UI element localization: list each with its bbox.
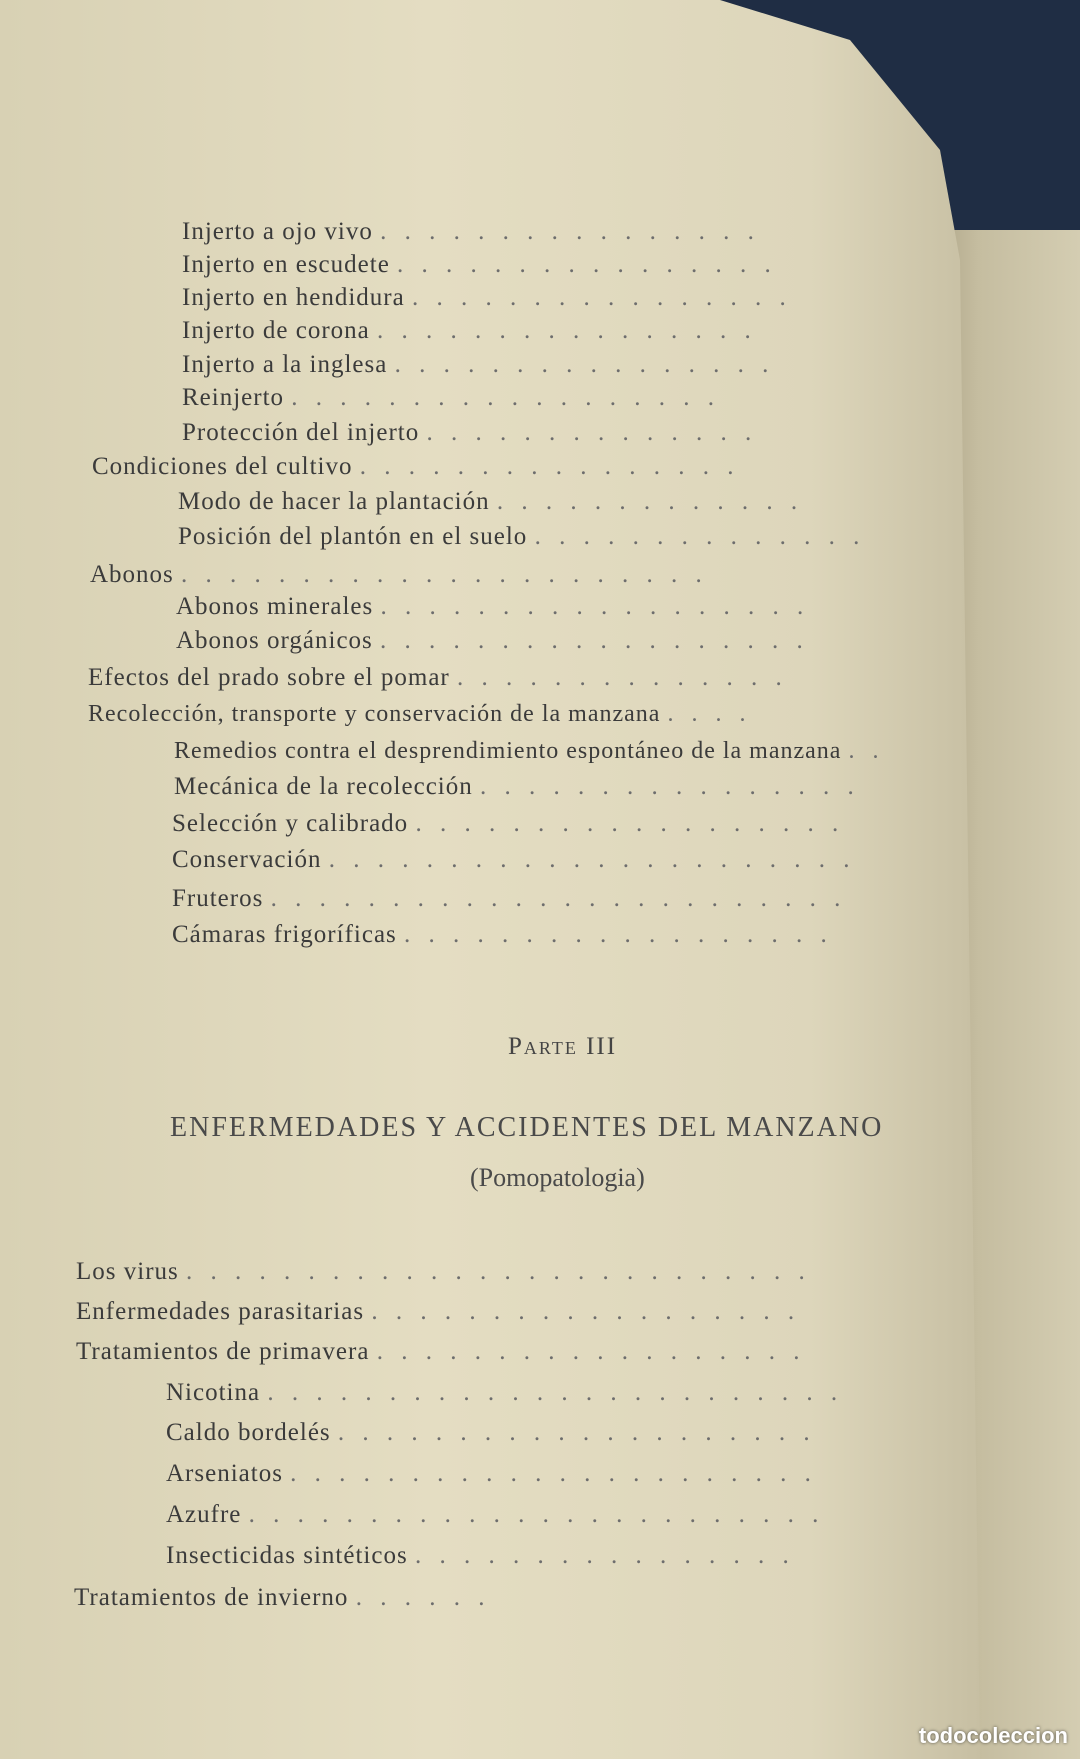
toc-entry-label: Injerto en hendidura	[182, 284, 405, 311]
dot-leader: . . . . . . . . . . . . . . . .	[397, 251, 777, 278]
part-heading: Parte III	[508, 1033, 618, 1060]
dot-leader: . . . . . . . . . . . . . . . . . . . . . . . . . .	[186, 1258, 811, 1285]
dot-leader: . . . . . . . . . . . . . . . . . . . . . . . .	[267, 1379, 844, 1406]
dot-leader: . . . . . . . . . . . . . . . . . .	[404, 921, 833, 948]
toc-entry	[182, 351, 774, 379]
toc-entry-label: Selección y calibrado	[172, 810, 409, 837]
toc-entry	[166, 1419, 816, 1447]
watermark-logo: todocoleccion	[918, 1723, 1068, 1748]
toc-entry-label: Modo de hacer la plantación	[178, 488, 490, 515]
dot-leader: . . . . . .	[355, 1584, 491, 1611]
toc-entry-label: Reinjerto	[182, 384, 285, 411]
dot-leader: . . . . . . . . . . . . . . . .	[359, 453, 740, 480]
dot-leader: . . . . . . . . . . . . . . . .	[380, 218, 760, 245]
toc-entry-label: Injerto a la inglesa	[182, 351, 388, 378]
toc-entry	[182, 218, 760, 246]
toc-entry	[172, 885, 846, 913]
toc-entry-label: Fruteros	[172, 885, 264, 912]
toc-entry	[182, 419, 757, 447]
toc-entry-label: Abonos minerales	[176, 593, 374, 620]
toc-entry-label: Injerto de corona	[182, 317, 370, 344]
toc-entry	[178, 523, 865, 551]
toc-entry	[182, 251, 777, 279]
toc-entry-label: Enfermedades parasitarias	[76, 1298, 365, 1325]
toc-entry	[176, 593, 809, 621]
toc-entry	[166, 1460, 817, 1488]
dot-leader: . . . . . . . . . . . . . .	[457, 664, 788, 691]
dot-leader: . . . . . . . . . . . . .	[496, 488, 804, 515]
toc-entry	[76, 1338, 805, 1366]
toc-entry-label: Posición del plantón en el suelo	[178, 523, 528, 550]
dot-leader: . . . . . . . . . . . . . . . . . .	[380, 593, 810, 620]
dot-leader: . . . . . . . . . . . . . . . . . .	[371, 1298, 801, 1325]
toc-entry-label: Conservación	[172, 846, 322, 873]
toc-entry	[182, 384, 720, 412]
toc-entry-label: Efectos del prado sobre el pomar	[88, 664, 450, 691]
toc-entry	[174, 738, 884, 765]
toc-entry	[172, 921, 833, 949]
dot-leader: . . . . . . . . . . . . . . . . . . . . . .	[328, 846, 856, 873]
toc-entry-label: Remedios contra el desprendimiento espontáneo de la manzana	[174, 738, 842, 764]
dot-leader: . . . . . . . . . . . . . . . .	[377, 317, 757, 344]
dot-leader: . . . . . . . . . . . . . . . . . . . . . .	[181, 561, 708, 588]
dot-leader: . . . . . . . . . . . . . .	[534, 523, 866, 550]
dot-leader: . . . . . . . . . . . . . . . .	[414, 1542, 795, 1569]
toc-entry-label: Mecánica de la recolección	[174, 773, 473, 800]
toc-entry	[92, 453, 739, 481]
toc-entry	[88, 701, 751, 728]
dot-leader: . . . . . . . . . . . . . . . .	[411, 284, 792, 311]
toc-entry-label: Recolección, transporte y conservación de la manzana	[88, 701, 661, 727]
toc-entry-label: Injerto a ojo vivo	[182, 218, 373, 245]
toc-entry-label: Tratamientos de primavera	[76, 1338, 370, 1365]
toc-entry	[182, 317, 757, 345]
dot-leader: . . . . . . . . . . . . . .	[426, 419, 758, 446]
toc-entry-label: Los virus	[76, 1258, 179, 1285]
toc-entry-label: Insecticidas sintéticos	[166, 1542, 408, 1569]
toc-entry	[90, 561, 708, 589]
toc-entry-label: Tratamientos de invierno	[74, 1584, 349, 1611]
toc-entry-label: Nicotina	[166, 1379, 261, 1406]
toc-entry-label: Cámaras frigoríficas	[172, 921, 397, 948]
toc-entry	[174, 773, 860, 801]
dot-leader: . .	[848, 738, 885, 764]
dot-leader: . . . . . . . . . . . . . . . . . .	[415, 810, 845, 837]
toc-entry	[166, 1542, 795, 1570]
dot-leader: . . . .	[667, 701, 752, 727]
dot-leader: . . . . . . . . . . . . . . . .	[394, 351, 775, 378]
toc-entry	[88, 664, 788, 692]
section-title: ENFERMEDADES Y ACCIDENTES DEL MANZANO	[170, 1112, 884, 1143]
toc-entry	[166, 1379, 843, 1407]
toc-entry	[178, 488, 803, 516]
toc-entry-label: Arseniatos	[166, 1460, 283, 1487]
toc-entry	[74, 1584, 490, 1612]
dot-leader: . . . . . . . . . . . . . . . . . .	[380, 627, 809, 654]
section-subtitle: (Pomopatologia)	[470, 1163, 645, 1192]
toc-entry-label: Caldo bordelés	[166, 1419, 331, 1446]
dot-leader: . . . . . . . . . . . . . . . . . . . . . . . .	[270, 885, 847, 912]
dot-leader: . . . . . . . . . . . . . . . . . . . .	[337, 1419, 816, 1446]
dot-leader: . . . . . . . . . . . . . . . . . . . . . .	[290, 1460, 817, 1487]
toc-entry-label: Injerto en escudete	[182, 251, 390, 278]
toc-entry	[172, 810, 844, 838]
toc-entry-label: Protección del injerto	[182, 419, 420, 446]
toc-entry-label: Azufre	[166, 1501, 242, 1528]
toc-entry	[76, 1298, 800, 1326]
toc-entry-label: Abonos	[90, 561, 174, 588]
dot-leader: . . . . . . . . . . . . . . . . . .	[291, 384, 721, 411]
toc-entry	[176, 627, 809, 655]
dot-leader: . . . . . . . . . . . . . . . .	[480, 773, 860, 800]
toc-entry	[166, 1501, 824, 1529]
toc-entry	[182, 284, 792, 312]
toc-entry	[172, 846, 855, 874]
dot-leader: . . . . . . . . . . . . . . . . . .	[376, 1338, 806, 1365]
toc-entry-label: Condiciones del cultivo	[92, 453, 353, 480]
dot-leader: . . . . . . . . . . . . . . . . . . . . . . . .	[248, 1501, 825, 1528]
toc-entry-label: Abonos orgánicos	[176, 627, 373, 654]
toc-entry	[76, 1258, 811, 1286]
